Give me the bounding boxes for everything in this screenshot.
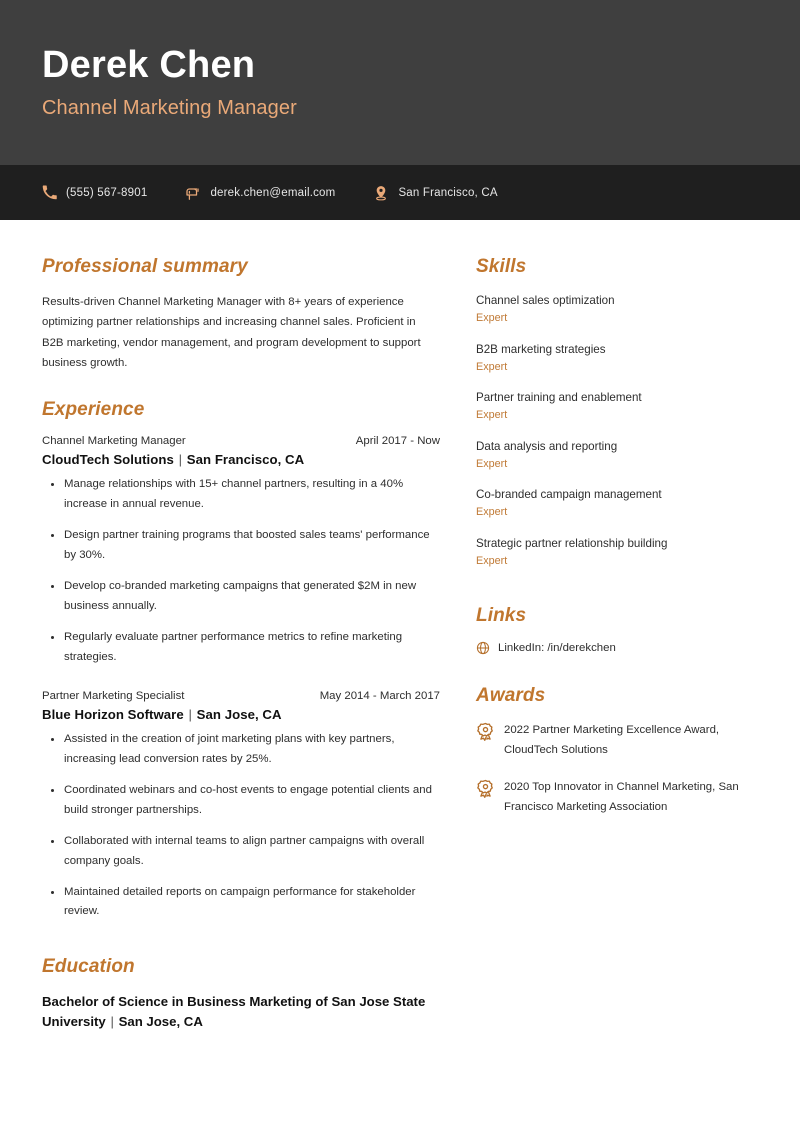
job-title: Channel Marketing Manager	[42, 97, 297, 120]
experience-bullet: Regularly evaluate partner performance metrics to refine marketing strategies.	[42, 628, 440, 668]
experience-item	[42, 435, 440, 668]
link-text: LinkedIn: /in/derekchen	[498, 642, 616, 654]
experience-company: CloudTech Solutions	[42, 452, 174, 468]
experience-bullet: Manage relationships with 15+ channel partners, resulting in a 40% increase in annual revenue.	[42, 475, 440, 515]
experience-separator: |	[178, 452, 183, 468]
link-item-linkedin[interactable]	[476, 641, 758, 655]
section-awards	[476, 685, 758, 818]
skill-item	[476, 292, 758, 327]
education-heading: Education	[42, 956, 135, 978]
section-skills	[476, 256, 758, 569]
experience-dates: April 2017 - Now	[355, 435, 440, 448]
experience-bullet: Coordinated webinars and co-host events to engage potential clients and build stronger partnerships.	[42, 781, 440, 821]
skills-heading: Skills	[476, 256, 527, 277]
skill-item	[476, 341, 758, 376]
award-text: 2022 Partner Marketing Excellence Award, CloudTech Solutions	[504, 724, 720, 756]
experience-bullet-list	[42, 475, 440, 668]
contact-phone-text: (555) 567-8901	[66, 186, 148, 199]
award-item	[476, 778, 758, 818]
section-experience	[42, 399, 440, 922]
skill-item	[476, 486, 758, 521]
contact-item-location[interactable]	[373, 185, 497, 201]
resume-header	[0, 0, 800, 165]
skill-name: Channel sales optimization	[476, 294, 615, 307]
experience-location: San Jose, CA	[196, 706, 282, 722]
experience-company-line	[42, 452, 440, 467]
skill-level: Expert	[476, 554, 508, 567]
experience-dates: May 2014 - March 2017	[319, 689, 440, 702]
skill-level: Expert	[476, 457, 508, 470]
contact-item-email[interactable]	[185, 185, 335, 201]
experience-bullet: Design partner training programs that boosted sales teams' performance by 30%.	[42, 526, 440, 566]
skill-name: Partner training and enablement	[476, 391, 642, 404]
experience-bullet: Assisted in the creation of joint marketing plans with key partners, increasing lead conversion rates by 25%.	[42, 730, 440, 770]
skill-level: Expert	[476, 360, 508, 373]
experience-heading: Experience	[42, 399, 145, 421]
skill-level: Expert	[476, 409, 508, 422]
mailbox-icon	[185, 185, 201, 201]
education-degree: Bachelor of Science in Business Marketing of San Jose State University	[42, 994, 426, 1030]
links-heading: Links	[476, 605, 527, 626]
experience-role: Partner Marketing Specialist	[42, 689, 185, 702]
skill-name: B2B marketing strategies	[476, 342, 606, 356]
section-links	[476, 605, 758, 655]
experience-location: San Francisco, CA	[186, 452, 305, 468]
resume-body	[0, 220, 800, 1058]
education-item	[42, 992, 440, 1032]
experience-bullet: Maintained detailed reports on campaign performance for stakeholder review.	[42, 883, 440, 923]
skill-name: Data analysis and reporting	[476, 439, 618, 453]
award-medal-icon	[476, 779, 495, 798]
summary-heading: Professional summary	[42, 256, 248, 277]
location-pin-icon	[373, 185, 389, 201]
summary-text: Results-driven Channel Marketing Manager with 8+ years of experience optimizing partner relationships and increasing channel sales. Proficient in B2B marketing, vendor management, and program development to support business growth.	[42, 296, 421, 369]
skill-item	[476, 535, 758, 570]
experience-role-row	[42, 435, 440, 447]
skill-name: Co-branded campaign management	[476, 488, 662, 501]
experience-company: Blue Horizon Software	[42, 706, 184, 722]
award-text: 2020 Top Innovator in Channel Marketing, San Francisco Marketing Association	[504, 780, 739, 813]
experience-role: Channel Marketing Manager	[42, 435, 186, 448]
awards-heading: Awards	[476, 685, 546, 706]
skill-item	[476, 389, 758, 424]
experience-role-row	[42, 690, 440, 702]
experience-item	[42, 690, 440, 923]
right-column	[472, 256, 758, 844]
section-professional-summary	[42, 256, 440, 373]
experience-separator: |	[188, 706, 192, 722]
skill-level: Expert	[476, 312, 508, 325]
experience-bullet: Collaborated with internal teams to align partner campaigns with overall company goals.	[42, 832, 440, 872]
contact-bar	[0, 165, 800, 220]
full-name: Derek Chen	[42, 43, 256, 86]
experience-company-line	[42, 707, 440, 722]
experience-bullet: Develop co-branded marketing campaigns that generated $2M in new business annually.	[42, 577, 440, 617]
contact-item-phone[interactable]	[42, 185, 147, 200]
phone-icon	[42, 185, 57, 200]
education-separator: |	[110, 1014, 114, 1030]
globe-icon	[476, 641, 490, 655]
award-medal-icon	[476, 722, 495, 741]
award-item	[476, 721, 758, 761]
education-location: San Jose, CA	[118, 1014, 203, 1030]
skill-item	[476, 438, 758, 473]
contact-email-text: derek.chen@email.com	[210, 186, 336, 199]
experience-bullet-list	[42, 730, 440, 923]
contact-location-text: San Francisco, CA	[398, 186, 498, 199]
left-column	[42, 256, 472, 1058]
section-education	[42, 956, 440, 1032]
skill-name: Strategic partner relationship building	[476, 536, 668, 550]
skill-level: Expert	[476, 506, 508, 519]
